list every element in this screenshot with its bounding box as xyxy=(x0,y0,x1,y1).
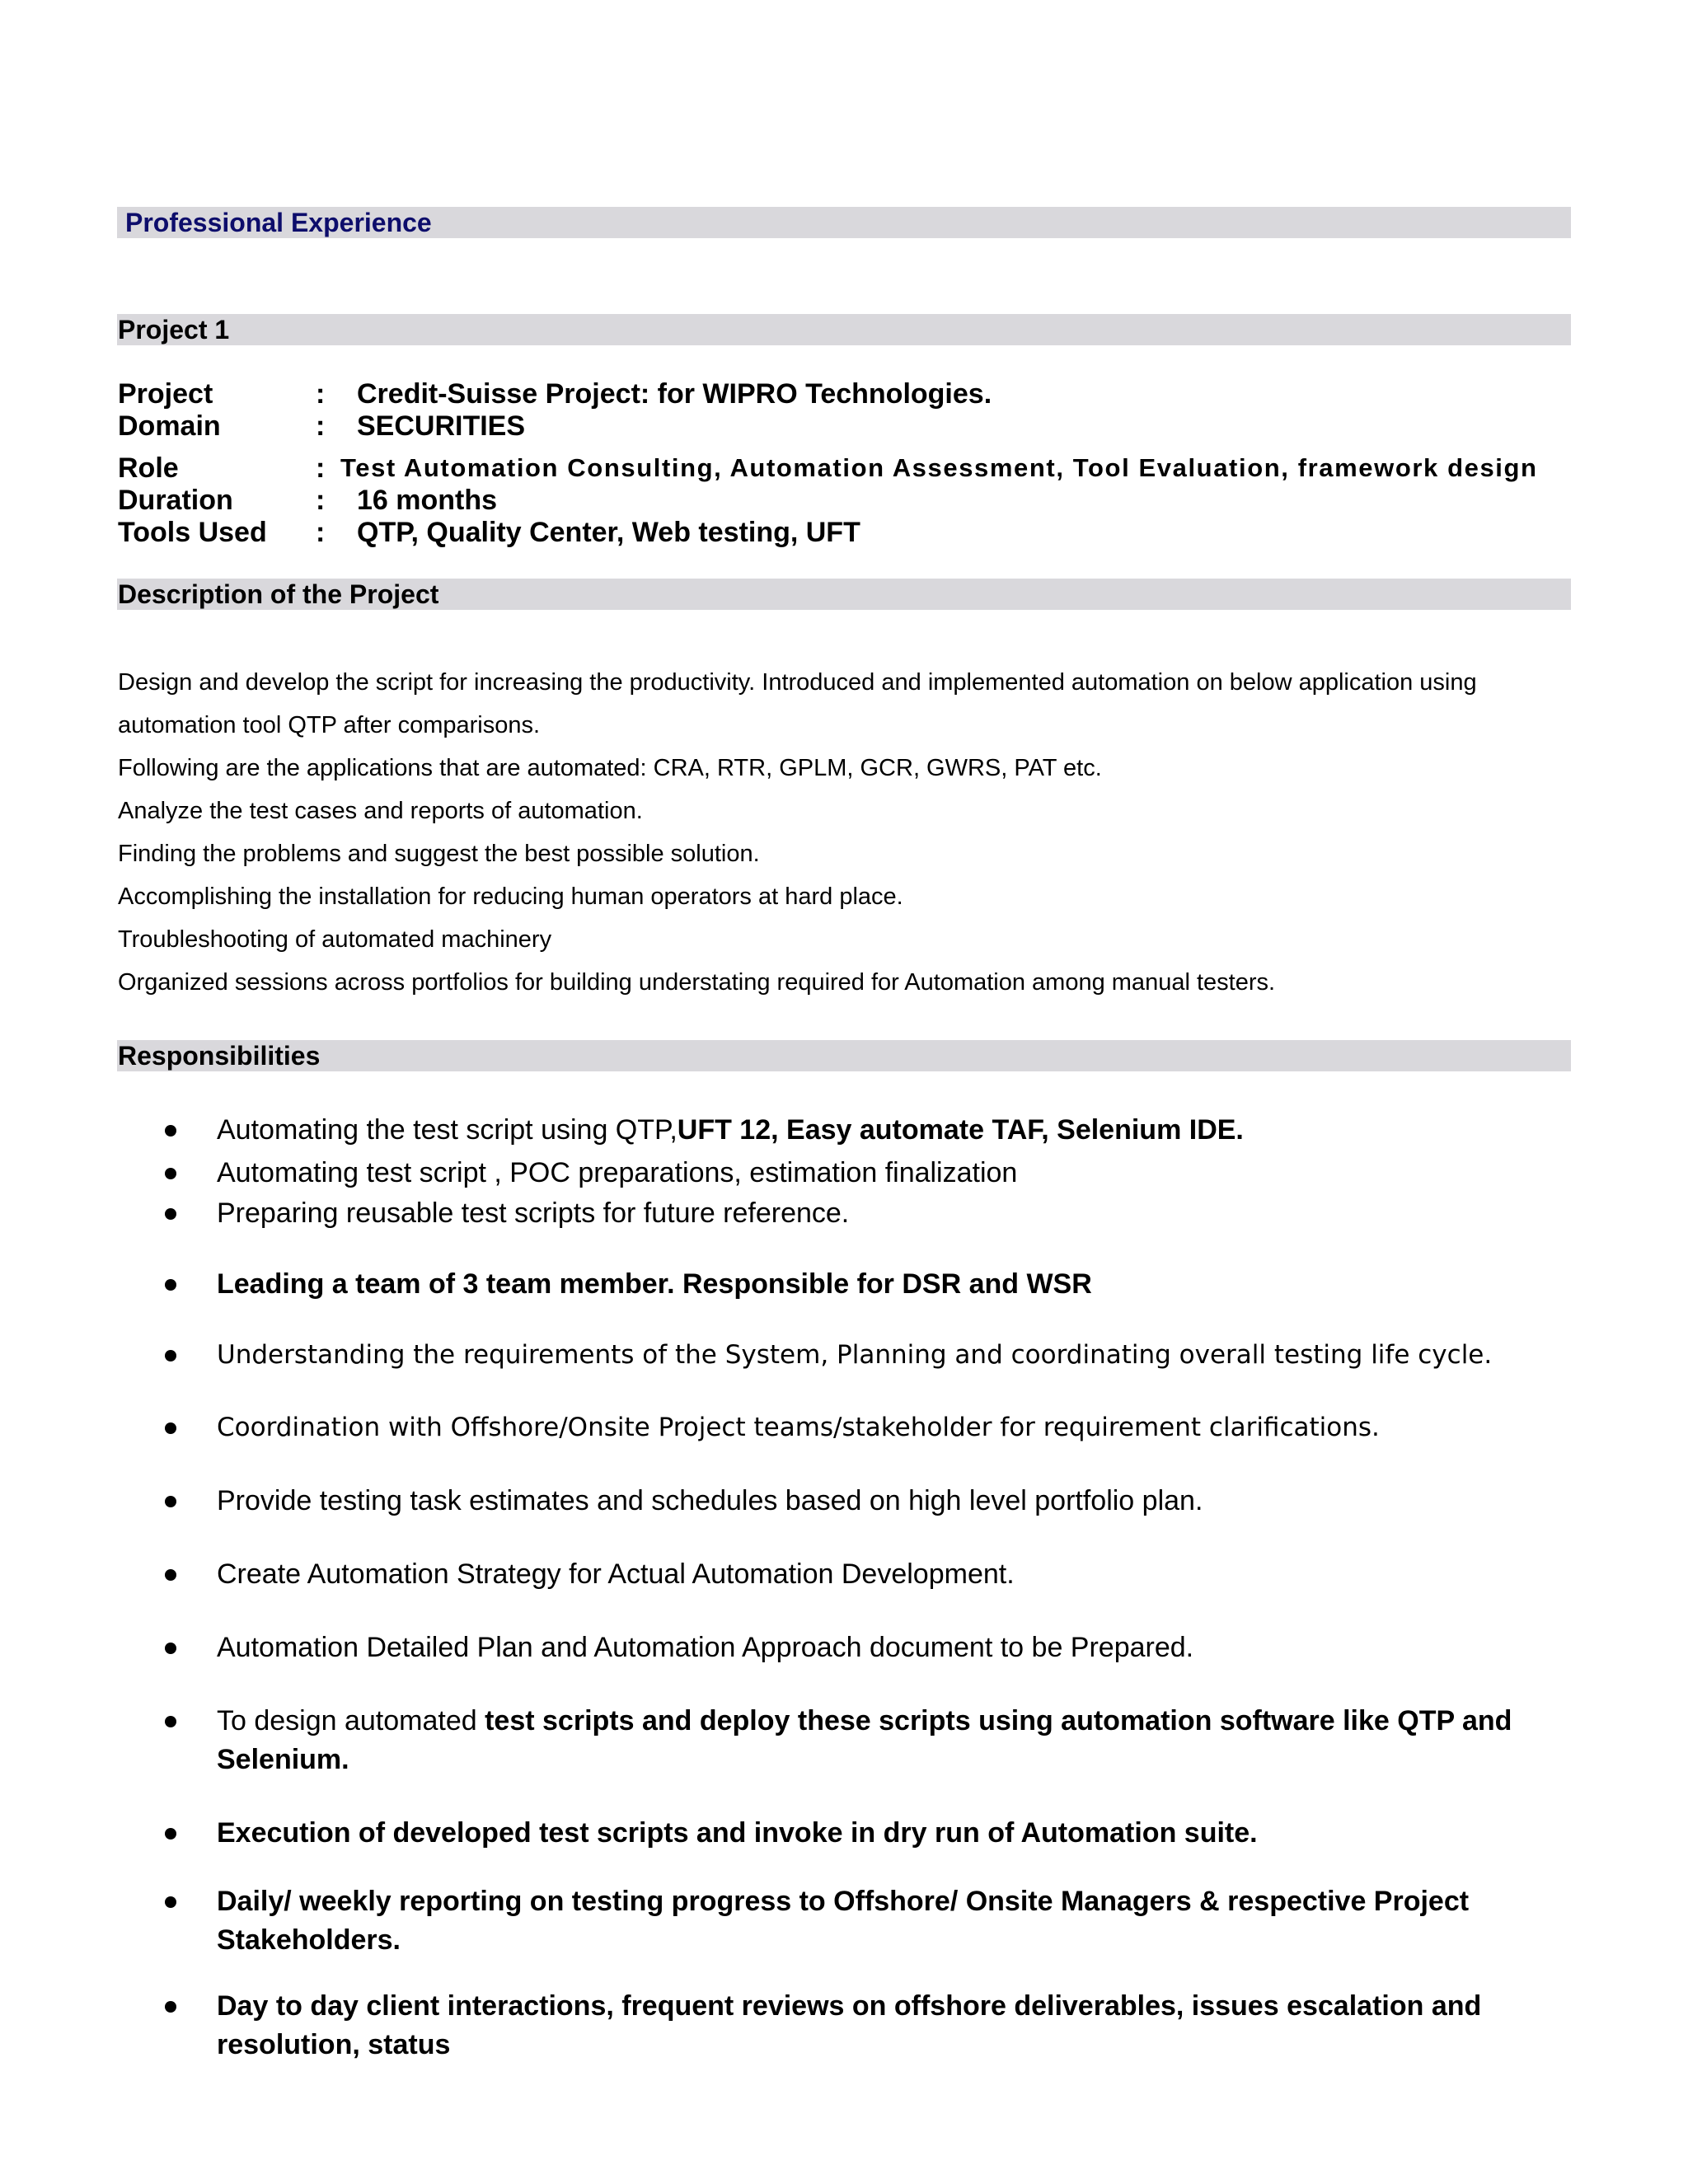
role-label: Role xyxy=(118,452,179,484)
bullet-icon xyxy=(165,1208,176,1220)
description-line: Following are the applications that are automated: CRA, RTR, GPLM, GCR, GWRS, PAT etc. xyxy=(118,755,1102,781)
responsibility-item: Create Automation Strategy for Actual Automation Development. xyxy=(217,1558,1015,1590)
responsibility-item: Preparing reusable test scripts for future reference. xyxy=(217,1197,850,1229)
responsibility-item: Understanding the requirements of the System, Planning and coordinating overall testing life cycle. xyxy=(217,1340,1493,1370)
section-title-responsibilities: Responsibilities xyxy=(118,1041,321,1071)
project-separator: : xyxy=(316,378,326,410)
bullet-icon xyxy=(165,1643,176,1654)
bullet-icon xyxy=(165,1168,176,1179)
bullet-icon xyxy=(165,1496,176,1507)
duration-separator: : xyxy=(316,485,326,516)
domain-label: Domain xyxy=(118,410,221,442)
section-band-responsibilities xyxy=(117,1040,1571,1071)
responsibility-item: Execution of developed test scripts and invoke in dry run of Automation suite. xyxy=(217,1817,1258,1849)
domain-separator: : xyxy=(316,410,326,442)
description-line: Finding the problems and suggest the best possible solution. xyxy=(118,841,760,867)
responsibility-text-bold: UFT 12, Easy automate TAF, Selenium IDE. xyxy=(677,1114,1244,1146)
bullet-icon xyxy=(165,1569,176,1581)
tools-separator: : xyxy=(316,517,326,548)
responsibility-item: Automating test script , POC preparations, estimation finalization xyxy=(217,1157,1018,1188)
responsibility-item xyxy=(217,1702,1552,1779)
responsibility-item: Coordination with Offshore/Onsite Project teams/stakeholder for requirement clarifications. xyxy=(217,1413,1380,1442)
responsibility-item xyxy=(217,1111,1552,1150)
responsibility-text: Automating the test script using QTP, xyxy=(217,1114,678,1146)
description-line: Analyze the test cases and reports of automation. xyxy=(118,798,643,824)
section-band-project-1 xyxy=(117,314,1571,345)
bullet-icon xyxy=(165,1828,176,1840)
responsibility-item: Leading a team of 3 team member. Responsible for DSR and WSR xyxy=(217,1268,1092,1300)
bullet-icon xyxy=(165,1896,176,1908)
duration-value: 16 months xyxy=(357,485,498,516)
tools-value: QTP, Quality Center, Web testing, UFT xyxy=(357,517,860,548)
section-title-professional-experience: Professional Experience xyxy=(125,208,432,237)
responsibility-item: Provide testing task estimates and schedules based on high level portfolio plan. xyxy=(217,1485,1203,1516)
responsibility-item: Day to day client interactions, frequent reviews on offshore deliverables, issues escalation and resolution, status xyxy=(217,1990,1482,2060)
bullet-icon xyxy=(165,2001,176,2013)
responsibility-item: Automation Detailed Plan and Automation Approach document to be Prepared. xyxy=(217,1632,1194,1663)
role-separator: : xyxy=(316,452,326,484)
description-line: Troubleshooting of automated machinery xyxy=(118,926,552,953)
responsibility-text: To design automated xyxy=(217,1705,485,1736)
bullet-icon xyxy=(165,1125,176,1137)
description-line: automation tool QTP after comparisons. xyxy=(118,712,541,738)
tools-label: Tools Used xyxy=(118,517,267,548)
project-value: Credit-Suisse Project: for WIPRO Technologies. xyxy=(357,378,992,410)
section-title-description: Description of the Project xyxy=(118,579,439,609)
role-value: Test Automation Consulting, Automation Assessment, Tool Evaluation, framework design xyxy=(340,453,1538,482)
description-line: Design and develop the script for increasing the productivity. Introduced and implemented automation on below application using xyxy=(118,669,1477,696)
duration-label: Duration xyxy=(118,485,233,516)
bullet-icon xyxy=(165,1279,176,1291)
responsibility-item: Daily/ weekly reporting on testing progress to Offshore/ Onsite Managers & respective Project Stakeholders. xyxy=(217,1886,1470,1956)
bullet-icon xyxy=(165,1716,176,1727)
responsibility-text-bold: test scripts and deploy these scripts using automation software like QTP and Selenium. xyxy=(217,1705,1512,1775)
bullet-icon xyxy=(165,1422,176,1434)
domain-value: SECURITIES xyxy=(357,410,526,442)
description-line: Accomplishing the installation for reducing human operators at hard place. xyxy=(118,883,903,910)
bullet-icon xyxy=(165,1350,176,1361)
project-label: Project xyxy=(118,378,213,410)
description-line: Organized sessions across portfolios for building understating required for Automation among manual testers. xyxy=(118,969,1276,996)
section-title-project-1: Project 1 xyxy=(118,315,230,344)
